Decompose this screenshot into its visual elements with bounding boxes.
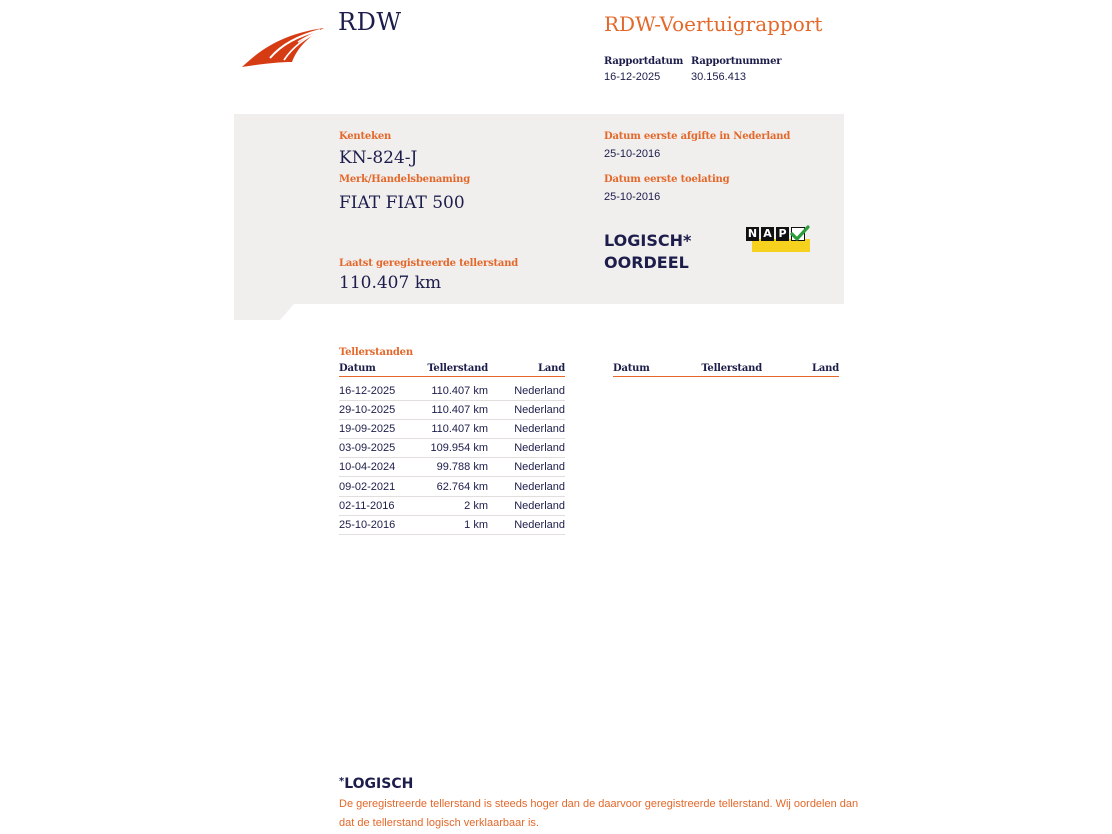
merk-label: Merk/Handelsbenaming — [339, 174, 471, 185]
row-land: Nederland — [514, 500, 565, 512]
oordeel-line-1: LOGISCH* — [604, 231, 692, 250]
rapportdatum-value: 16-12-2025 — [604, 71, 661, 83]
footnote-title: LOGISCH — [344, 776, 414, 792]
footnote-text — [339, 795, 859, 833]
row-tellerstand: 109.954 km — [430, 442, 488, 454]
row-tellerstand: 110.407 km — [431, 385, 488, 397]
row-datum: 25-10-2016 — [339, 519, 396, 531]
row-datum: 29-10-2025 — [339, 404, 396, 416]
col-datum-header-right: Datum — [613, 363, 650, 374]
row-land: Nederland — [514, 461, 565, 473]
col-tellerstand-header-right: Tellerstand — [701, 363, 762, 374]
row-datum: 02-11-2016 — [339, 500, 395, 512]
table-row — [339, 381, 565, 401]
table-row — [339, 400, 565, 420]
vehicle-panel — [234, 114, 844, 304]
rapportnummer-value: 30.156.413 — [691, 71, 747, 83]
brand-name: RDW — [338, 8, 402, 36]
row-land: Nederland — [514, 404, 565, 416]
row-land: Nederland — [514, 442, 565, 454]
row-land: Nederland — [514, 481, 565, 493]
row-tellerstand: 1 km — [464, 519, 488, 531]
row-tellerstand: 99.788 km — [436, 461, 488, 473]
tellerstanden-label: Tellerstanden — [339, 347, 413, 358]
check-icon — [790, 225, 810, 243]
nap-letter-p: P — [776, 227, 789, 241]
footnote-line-2: dat de tellerstand logisch verklaarbaar is. — [339, 817, 539, 829]
row-tellerstand: 62.764 km — [436, 481, 488, 493]
readings-table-header-right — [613, 363, 839, 377]
tellerstand-label: Laatst geregistreerde tellerstand — [339, 258, 519, 269]
row-tellerstand: 110.407 km — [431, 423, 488, 435]
table-row — [339, 496, 565, 516]
eerste-afgifte-value: 25-10-2016 — [604, 148, 661, 160]
merk-value: FIAT FIAT 500 — [339, 193, 465, 213]
footnote-line-1: De geregistreerde tellerstand is steeds hoger dan de daarvoor geregistreerde tellerstand. Wij oordelen dan — [339, 798, 859, 810]
tellerstand-value: 110.407 km — [339, 273, 442, 293]
row-land: Nederland — [514, 385, 565, 397]
row-land: Nederland — [514, 423, 565, 435]
nap-letter-a: A — [761, 227, 774, 241]
report-title: RDW-Voertuigrapport — [604, 12, 823, 36]
table-row — [339, 438, 565, 458]
row-tellerstand: 110.407 km — [431, 404, 488, 416]
col-land-header: Land — [538, 363, 565, 374]
oordeel-line-2: OORDEEL — [604, 253, 689, 272]
col-tellerstand-header: Tellerstand — [427, 363, 488, 374]
oordeel-verdict — [604, 230, 691, 274]
eerste-toelating-label: Datum eerste toelating — [604, 174, 730, 185]
table-row — [339, 515, 565, 535]
rdw-logo — [240, 22, 328, 70]
nap-badge — [746, 227, 810, 253]
nap-letter-n: N — [747, 227, 758, 240]
col-datum-header: Datum — [339, 363, 376, 374]
kenteken-value: KN-824-J — [339, 148, 418, 168]
rdw-logo-icon — [240, 22, 328, 70]
row-datum: 03-09-2025 — [339, 442, 396, 454]
rapportnummer-label: Rapportnummer — [691, 56, 782, 67]
footnote-heading — [339, 776, 413, 792]
readings-table-header-left — [339, 363, 565, 377]
row-datum: 10-04-2024 — [339, 461, 396, 473]
rapportdatum-label: Rapportdatum — [604, 56, 684, 67]
table-row — [339, 419, 565, 439]
vehicle-panel-tab — [234, 304, 294, 320]
table-row — [339, 457, 565, 477]
table-row — [339, 477, 565, 497]
eerste-toelating-value: 25-10-2016 — [604, 191, 661, 203]
kenteken-label: Kenteken — [339, 131, 392, 142]
row-datum: 19-09-2025 — [339, 423, 396, 435]
footnote-asterisk: * — [339, 776, 345, 787]
row-datum: 09-02-2021 — [339, 481, 396, 493]
row-datum: 16-12-2025 — [339, 385, 396, 397]
row-tellerstand: 2 km — [464, 500, 488, 512]
row-land: Nederland — [514, 519, 565, 531]
col-land-header-right: Land — [812, 363, 839, 374]
eerste-afgifte-label: Datum eerste afgifte in Nederland — [604, 131, 791, 142]
